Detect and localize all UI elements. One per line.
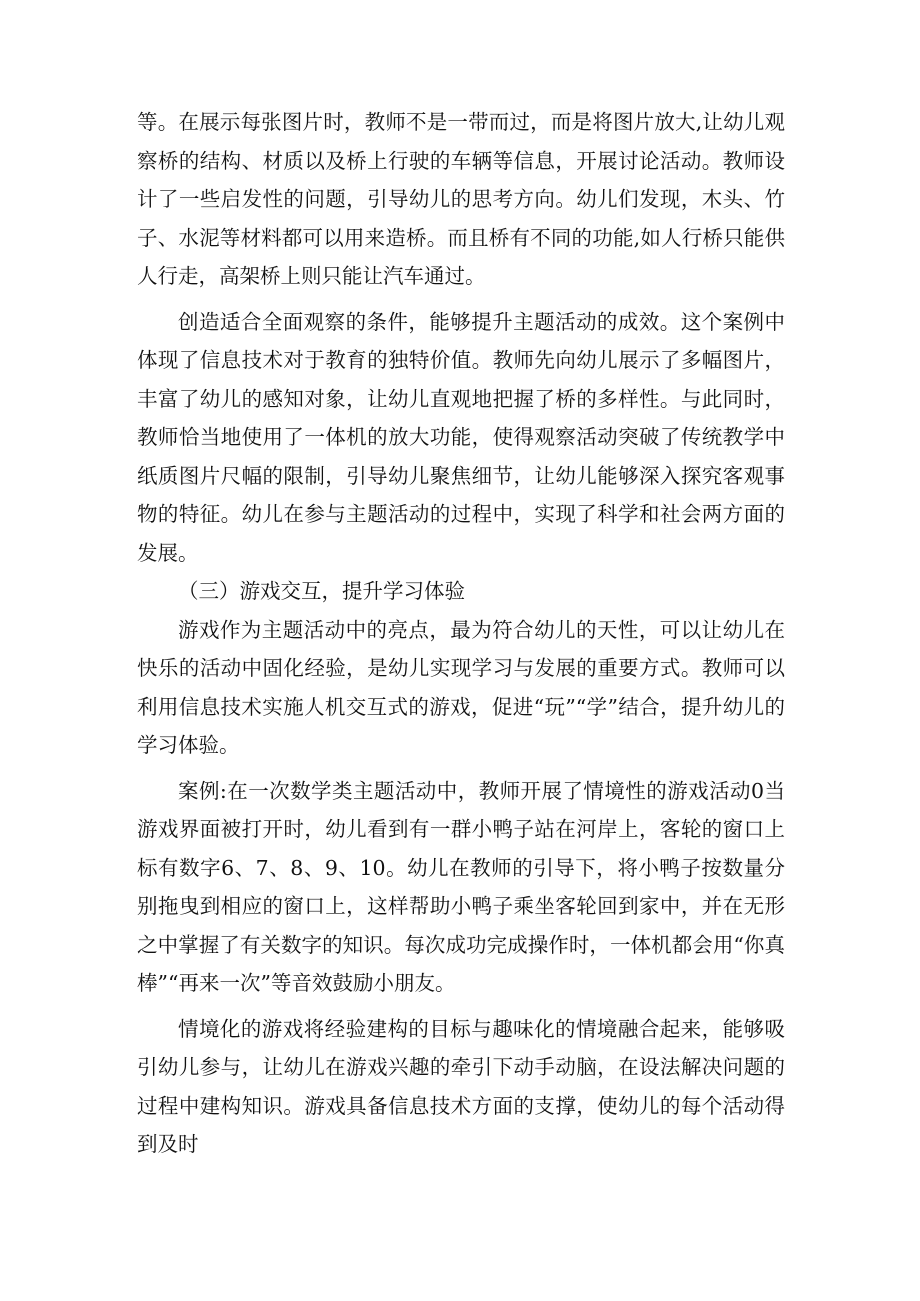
paragraph-case-study: 案例:在一次数学类主题活动中，教师开展了情境性的游戏活动0当游戏界面被打开时，幼儿看到有一群小鸭子站在河岸上，客轮的窗口上标有数字6、7、8、9、10。幼儿在教师的引导下，将小鸭子按数量分别拖曳到相应的窗口上，这样帮助小鸭子乘坐客轮回到家中，并在无形之中掌握了有关数字的知识。每次成功完成操作时，一体机都会用“你真棒”“再来一次”等音效鼓励小朋友。 (137, 778, 785, 995)
section-heading-game-interaction: （三）游戏交互，提升学习体验 (178, 579, 465, 603)
paragraph-observation-conditions: 创造适合全面观察的条件，能够提升主题活动的成效。这个案例中体现了信息技术对于教育的独特价值。教师先向幼儿展示了多幅图片，丰富了幼儿的感知对象，让幼儿直观地把握了桥的多样性。与此同时，教师恰当地使用了一体机的放大功能，使得观察活动突破了传统教学中纸质图片尺幅的限制，引导幼儿聚焦细节，让幼儿能够深入探究客观事物的特征。幼儿在参与主题活动的过程中，实现了科学和社会两方面的发展。 (137, 309, 785, 565)
document-body (137, 103, 785, 1164)
paragraph-game-highlight: 游戏作为主题活动中的亮点，最为符合幼儿的天性，可以让幼儿在快乐的活动中固化经验，是幼儿实现学习与发展的重要方式。教师可以利用信息技术实施人机交互式的游戏，促进“玩”“学”结合，提升幼儿的学习体验。 (137, 617, 785, 757)
paragraph-situational-game: 情境化的游戏将经验建构的目标与趣味化的情境融合起来，能够吸引幼儿参与，让幼儿在游戏兴趣的牵引下动手动脑，在设法解决问题的过程中建构知识。游戏具备信息技术方面的支撑，使幼儿的每个活动得到及时 (137, 1016, 785, 1156)
paragraph-continuation: 等。在展示每张图片时，教师不是一带而过，而是将图片放大,让幼儿观察桥的结构、材质以及桥上行驶的车辆等信息，开展讨论活动。教师设计了一些启发性的问题，引导幼儿的思考方向。幼儿们发现，木头、竹子、水泥等材料都可以用来造桥。而且桥有不同的功能,如人行桥只能供人行走，高架桥上则只能让汽车通过。 (137, 110, 785, 288)
